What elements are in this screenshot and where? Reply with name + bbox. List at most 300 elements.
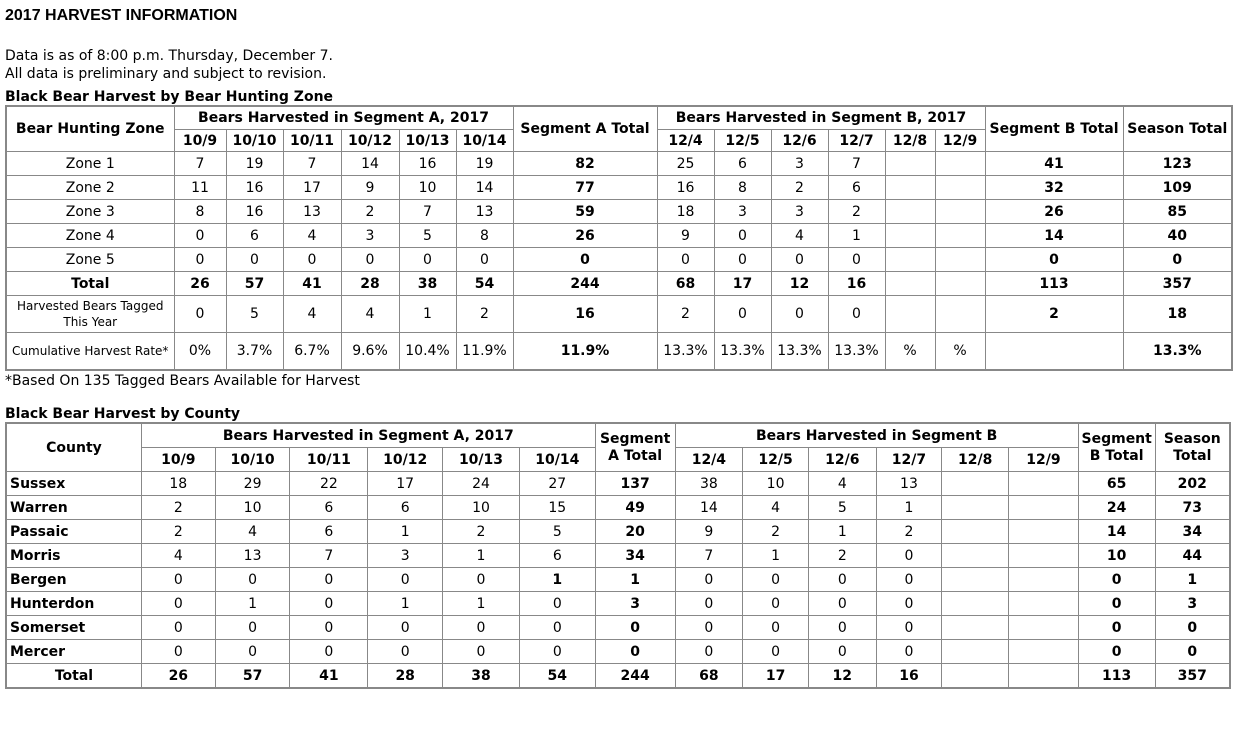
cell-value: 26 [174, 272, 226, 296]
table-row [6, 640, 1230, 664]
cell-value [942, 544, 1009, 568]
row-label: Cumulative Harvest Rate* [6, 333, 174, 371]
zone-date-header: 10/10 [226, 130, 283, 152]
cell-value: 2 [341, 200, 399, 224]
cell-value: 3 [341, 224, 399, 248]
cell-value: 0 [714, 248, 771, 272]
cell-value [942, 640, 1009, 664]
zone-date-header: 10/14 [456, 130, 513, 152]
row-label: Zone 5 [6, 248, 174, 272]
cell-value: 0 [808, 568, 876, 592]
cell-value [885, 248, 935, 272]
cell-value: 22 [290, 472, 368, 496]
cell-value: 17 [283, 176, 341, 200]
cell-value: 0 [657, 248, 714, 272]
cell-value: 13.3% [828, 333, 885, 371]
cell-value: 0 [743, 592, 809, 616]
zone-date-header: 12/6 [771, 130, 828, 152]
county-date-header: 10/13 [443, 448, 520, 472]
season-total: 13.3% [1123, 333, 1232, 371]
season-total: 34 [1155, 520, 1230, 544]
cell-value: 18 [141, 472, 215, 496]
cell-value: 9.6% [341, 333, 399, 371]
row-label: Passaic [6, 520, 141, 544]
cell-value: 68 [657, 272, 714, 296]
segment-a-total: 11.9% [513, 333, 657, 371]
cell-value: 14 [675, 496, 743, 520]
row-label: Warren [6, 496, 141, 520]
segment-a-total: 244 [513, 272, 657, 296]
table-row [6, 248, 1232, 272]
note-as-of: Data is as of 8:00 p.m. Thursday, December 7. [5, 48, 333, 64]
county-season-total-header: Season Total [1155, 423, 1230, 472]
cell-value [935, 200, 985, 224]
cell-value [1009, 664, 1079, 689]
cell-value: 0 [771, 248, 828, 272]
cell-value: 0 [714, 224, 771, 248]
row-label: Zone 1 [6, 152, 174, 176]
table-row [6, 176, 1232, 200]
cell-value: 1 [808, 520, 876, 544]
segment-b-total: 0 [1078, 592, 1155, 616]
cell-value: 8 [714, 176, 771, 200]
cell-value: 16 [828, 272, 885, 296]
cell-value: 18 [657, 200, 714, 224]
row-label: Somerset [6, 616, 141, 640]
cell-value: 1 [399, 296, 456, 333]
table-row [6, 520, 1230, 544]
segment-b-total: 14 [985, 224, 1123, 248]
table-row [6, 472, 1230, 496]
cell-value: 41 [283, 272, 341, 296]
cell-value: 1 [743, 544, 809, 568]
cell-value: 0 [771, 296, 828, 333]
zone-seg-b-header: Bears Harvested in Segment B, 2017 [657, 106, 985, 130]
cell-value: 12 [808, 664, 876, 689]
cell-value: 3 [771, 152, 828, 176]
cell-value: 0 [675, 568, 743, 592]
table-row [6, 224, 1232, 248]
season-total: 202 [1155, 472, 1230, 496]
row-label: Harvested Bears Tagged This Year [6, 296, 174, 333]
county-seg-a-total-header: Segment A Total [595, 423, 675, 472]
cell-value: 27 [519, 472, 595, 496]
cell-value [885, 224, 935, 248]
cell-value: 4 [283, 296, 341, 333]
zone-season-total-header: Season Total [1123, 106, 1232, 152]
season-total: 0 [1155, 640, 1230, 664]
cell-value: 10 [399, 176, 456, 200]
cell-value [1009, 640, 1079, 664]
cell-value: 0 [290, 568, 368, 592]
cell-value: 3.7% [226, 333, 283, 371]
cell-value [942, 472, 1009, 496]
cell-value: 0 [283, 248, 341, 272]
cell-value: 0 [519, 592, 595, 616]
cell-value: 0 [675, 640, 743, 664]
row-label: Zone 2 [6, 176, 174, 200]
cell-value: 68 [675, 664, 743, 689]
cell-value [885, 176, 935, 200]
cell-value: 7 [675, 544, 743, 568]
cell-value: 2 [141, 496, 215, 520]
cell-value: 0 [743, 568, 809, 592]
table-row [6, 616, 1230, 640]
cell-value [885, 272, 935, 296]
cell-value: 0 [368, 568, 443, 592]
cell-value: 29 [215, 472, 290, 496]
cell-value: 0 [290, 640, 368, 664]
zone-date-header: 10/9 [174, 130, 226, 152]
segment-b-total: 0 [1078, 616, 1155, 640]
cell-value: 11 [174, 176, 226, 200]
county-date-header: 10/10 [215, 448, 290, 472]
county-seg-a-header: Bears Harvested in Segment A, 2017 [141, 423, 595, 448]
county-date-header: 12/4 [675, 448, 743, 472]
cell-value: 5 [808, 496, 876, 520]
segment-a-total: 82 [513, 152, 657, 176]
cell-value: 0% [174, 333, 226, 371]
cell-value: 7 [283, 152, 341, 176]
zone-date-header: 10/13 [399, 130, 456, 152]
cell-value: 54 [456, 272, 513, 296]
cell-value: 19 [226, 152, 283, 176]
zone-date-header: 12/9 [935, 130, 985, 152]
cell-value: 0 [368, 640, 443, 664]
cell-value: 5 [399, 224, 456, 248]
season-total: 73 [1155, 496, 1230, 520]
cell-value [942, 616, 1009, 640]
cell-value [935, 152, 985, 176]
segment-a-total: 59 [513, 200, 657, 224]
zone-date-header: 12/8 [885, 130, 935, 152]
zone-date-header: 10/12 [341, 130, 399, 152]
cell-value: 6 [290, 496, 368, 520]
segment-b-total: 2 [985, 296, 1123, 333]
cell-value [1009, 592, 1079, 616]
cell-value: 0 [876, 568, 942, 592]
cell-value: 38 [675, 472, 743, 496]
cell-value: 0 [141, 568, 215, 592]
cell-value: 1 [519, 568, 595, 592]
cell-value: 14 [456, 176, 513, 200]
cell-value: 17 [743, 664, 809, 689]
segment-b-total: 26 [985, 200, 1123, 224]
cell-value: 0 [174, 248, 226, 272]
cell-value: 6 [226, 224, 283, 248]
cell-value [935, 296, 985, 333]
cell-value: 14 [341, 152, 399, 176]
segment-a-total: 77 [513, 176, 657, 200]
cell-value: 0 [714, 296, 771, 333]
cell-value [935, 272, 985, 296]
cell-value [885, 296, 935, 333]
segment-a-total: 0 [595, 616, 675, 640]
notes [5, 47, 1256, 83]
segment-b-total: 32 [985, 176, 1123, 200]
row-label: Hunterdon [6, 592, 141, 616]
segment-a-total: 244 [595, 664, 675, 689]
county-date-header: 10/9 [141, 448, 215, 472]
segment-a-total: 20 [595, 520, 675, 544]
cell-value: % [885, 333, 935, 371]
cell-value: 57 [226, 272, 283, 296]
zone-harvest-table [5, 105, 1233, 371]
cell-value: 7 [828, 152, 885, 176]
cell-value: 2 [771, 176, 828, 200]
segment-b-total: 0 [985, 248, 1123, 272]
cell-value: % [935, 333, 985, 371]
county-date-header: 12/9 [1009, 448, 1079, 472]
table-row [6, 496, 1230, 520]
row-label: Total [6, 664, 141, 689]
cell-value: 4 [141, 544, 215, 568]
cell-value: 9 [341, 176, 399, 200]
cell-value: 1 [876, 496, 942, 520]
cell-value: 6.7% [283, 333, 341, 371]
cell-value: 4 [743, 496, 809, 520]
cell-value: 28 [368, 664, 443, 689]
cell-value: 0 [141, 640, 215, 664]
cell-value: 4 [341, 296, 399, 333]
season-total: 123 [1123, 152, 1232, 176]
cell-value [1009, 568, 1079, 592]
season-total: 0 [1123, 248, 1232, 272]
cell-value: 6 [290, 520, 368, 544]
cell-value: 1 [828, 224, 885, 248]
cell-value: 38 [399, 272, 456, 296]
segment-a-total: 0 [595, 640, 675, 664]
cell-value: 0 [828, 296, 885, 333]
cell-value: 11.9% [456, 333, 513, 371]
table-row [6, 296, 1232, 333]
segment-b-total: 0 [1078, 568, 1155, 592]
county-date-header: 12/8 [942, 448, 1009, 472]
cell-value: 2 [876, 520, 942, 544]
county-harvest-table [5, 422, 1231, 689]
cell-value: 3 [714, 200, 771, 224]
zone-col-header: Bear Hunting Zone [6, 106, 174, 152]
segment-b-total: 41 [985, 152, 1123, 176]
cell-value: 0 [290, 616, 368, 640]
cell-value: 24 [443, 472, 520, 496]
table-row [6, 592, 1230, 616]
cell-value: 13 [215, 544, 290, 568]
cell-value: 0 [215, 616, 290, 640]
season-total: 3 [1155, 592, 1230, 616]
season-total: 40 [1123, 224, 1232, 248]
cell-value: 17 [368, 472, 443, 496]
cell-value: 26 [141, 664, 215, 689]
segment-b-total: 113 [1078, 664, 1155, 689]
cell-value: 0 [141, 592, 215, 616]
county-date-header: 10/14 [519, 448, 595, 472]
cell-value: 16 [876, 664, 942, 689]
cell-value: 5 [519, 520, 595, 544]
county-date-header: 12/5 [743, 448, 809, 472]
cell-value: 16 [226, 176, 283, 200]
cell-value: 1 [368, 592, 443, 616]
cell-value: 0 [226, 248, 283, 272]
cell-value: 0 [443, 568, 520, 592]
cell-value [1009, 544, 1079, 568]
cell-value: 10 [743, 472, 809, 496]
cell-value: 15 [519, 496, 595, 520]
cell-value: 7 [290, 544, 368, 568]
cell-value: 9 [657, 224, 714, 248]
cell-value: 0 [290, 592, 368, 616]
table-row [6, 568, 1230, 592]
cell-value: 0 [743, 616, 809, 640]
cell-value: 0 [215, 640, 290, 664]
segment-a-total: 26 [513, 224, 657, 248]
segment-a-total: 3 [595, 592, 675, 616]
cell-value: 16 [399, 152, 456, 176]
row-label: Zone 3 [6, 200, 174, 224]
cell-value: 54 [519, 664, 595, 689]
county-date-header: 12/6 [808, 448, 876, 472]
cell-value [942, 520, 1009, 544]
cell-value: 28 [341, 272, 399, 296]
season-total: 44 [1155, 544, 1230, 568]
cell-value: 13.3% [714, 333, 771, 371]
cell-value: 6 [828, 176, 885, 200]
season-total: 109 [1123, 176, 1232, 200]
cell-value: 8 [174, 200, 226, 224]
segment-b-total: 24 [1078, 496, 1155, 520]
cell-value: 0 [808, 592, 876, 616]
cell-value: 0 [808, 616, 876, 640]
season-total: 0 [1155, 616, 1230, 640]
cell-value: 2 [828, 200, 885, 224]
cell-value: 38 [443, 664, 520, 689]
cell-value: 0 [828, 248, 885, 272]
cell-value [885, 200, 935, 224]
segment-b-total [985, 333, 1123, 371]
cell-value [942, 568, 1009, 592]
zone-seg-b-total-header: Segment B Total [985, 106, 1123, 152]
segment-a-total: 16 [513, 296, 657, 333]
segment-a-total: 1 [595, 568, 675, 592]
cell-value [935, 248, 985, 272]
cell-value [1009, 472, 1079, 496]
cell-value: 2 [141, 520, 215, 544]
cell-value: 0 [215, 568, 290, 592]
cell-value: 4 [283, 224, 341, 248]
cell-value: 13 [876, 472, 942, 496]
cell-value: 4 [215, 520, 290, 544]
cell-value [1009, 616, 1079, 640]
row-label: Morris [6, 544, 141, 568]
cell-value: 0 [808, 640, 876, 664]
segment-a-total: 0 [513, 248, 657, 272]
cell-value: 16 [657, 176, 714, 200]
cell-value: 2 [808, 544, 876, 568]
cell-value [942, 664, 1009, 689]
zone-seg-a-header: Bears Harvested in Segment A, 2017 [174, 106, 513, 130]
cell-value: 9 [675, 520, 743, 544]
cell-value: 0 [519, 640, 595, 664]
cell-value [942, 496, 1009, 520]
cell-value: 5 [226, 296, 283, 333]
cell-value: 57 [215, 664, 290, 689]
county-date-header: 10/12 [368, 448, 443, 472]
zone-date-header: 12/5 [714, 130, 771, 152]
cell-value: 0 [519, 616, 595, 640]
cell-value: 1 [443, 592, 520, 616]
segment-b-total: 0 [1078, 640, 1155, 664]
cell-value: 17 [714, 272, 771, 296]
table-row [6, 333, 1232, 371]
cell-value: 0 [341, 248, 399, 272]
segment-a-total: 137 [595, 472, 675, 496]
cell-value: 0 [675, 592, 743, 616]
cell-value: 13.3% [771, 333, 828, 371]
cell-value: 12 [771, 272, 828, 296]
cell-value: 10 [443, 496, 520, 520]
cell-value: 0 [443, 616, 520, 640]
cell-value: 8 [456, 224, 513, 248]
table-row [6, 544, 1230, 568]
cell-value: 13.3% [657, 333, 714, 371]
cell-value: 1 [443, 544, 520, 568]
county-col-header: County [6, 423, 141, 472]
season-total: 85 [1123, 200, 1232, 224]
zone-table-title: Black Bear Harvest by Bear Hunting Zone [5, 89, 334, 105]
season-total: 357 [1123, 272, 1232, 296]
cell-value: 6 [714, 152, 771, 176]
cell-value: 0 [675, 616, 743, 640]
cell-value: 0 [876, 592, 942, 616]
cell-value: 0 [876, 640, 942, 664]
table-row [6, 200, 1232, 224]
segment-b-total: 65 [1078, 472, 1155, 496]
cell-value: 1 [368, 520, 443, 544]
cell-value [1009, 520, 1079, 544]
cell-value: 0 [141, 616, 215, 640]
cell-value: 19 [456, 152, 513, 176]
segment-a-total: 49 [595, 496, 675, 520]
footnote: *Based On 135 Tagged Bears Available for Harvest [5, 373, 360, 389]
season-total: 1 [1155, 568, 1230, 592]
zone-date-header: 12/7 [828, 130, 885, 152]
cell-value: 2 [456, 296, 513, 333]
table-row [6, 272, 1232, 296]
zone-seg-a-total-header: Segment A Total [513, 106, 657, 152]
cell-value: 3 [771, 200, 828, 224]
county-seg-b-header: Bears Harvested in Segment B [675, 423, 1078, 448]
cell-value: 0 [443, 640, 520, 664]
table-row [6, 664, 1230, 689]
cell-value: 1 [215, 592, 290, 616]
cell-value: 41 [290, 664, 368, 689]
cell-value: 0 [174, 224, 226, 248]
cell-value: 0 [368, 616, 443, 640]
cell-value: 0 [743, 640, 809, 664]
cell-value [935, 176, 985, 200]
cell-value: 6 [519, 544, 595, 568]
cell-value: 10 [215, 496, 290, 520]
page-title: 2017 HARVEST INFORMATION [5, 7, 238, 24]
cell-value: 6 [368, 496, 443, 520]
cell-value: 3 [368, 544, 443, 568]
row-label: Zone 4 [6, 224, 174, 248]
table-row [6, 152, 1232, 176]
row-label: Mercer [6, 640, 141, 664]
cell-value: 16 [226, 200, 283, 224]
county-seg-b-total-header: Segment B Total [1078, 423, 1155, 472]
cell-value: 13 [456, 200, 513, 224]
